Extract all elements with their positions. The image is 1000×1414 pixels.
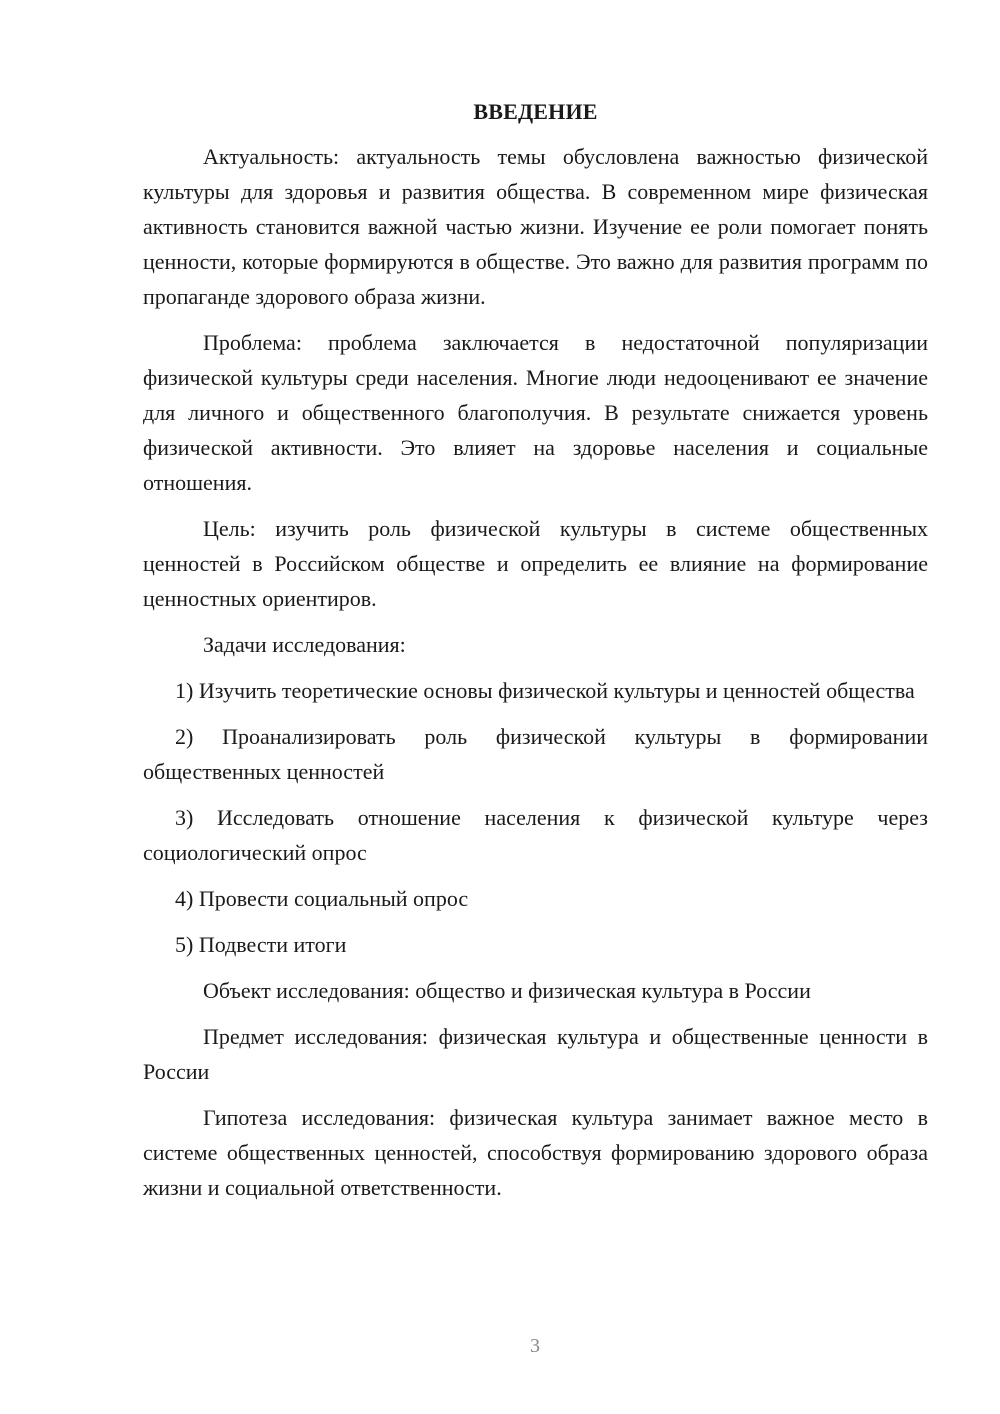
page-number: 3	[530, 1335, 540, 1357]
tasks-title: Задачи исследования:	[203, 632, 406, 657]
object-paragraph: Объект исследования: общество и физическая культура в России	[203, 978, 811, 1003]
page-title: ВВЕДЕНИЕ	[473, 99, 598, 124]
task-item-2: 2) Проанализировать роль физической культуры в формировании общественных ценностей	[143, 724, 928, 784]
task-item-1: 1) Изучить теоретические основы физической культуры и ценностей общества	[175, 678, 915, 703]
goal-paragraph: Цель: изучить роль физической культуры в системе общественных ценностей в Российском обществе и определить ее влияние на формирование ценностных ориентиров.	[143, 516, 928, 611]
subject-paragraph: Предмет исследования: физическая культура и общественные ценности в России	[143, 1024, 928, 1084]
task-item-5: 5) Подвести итоги	[175, 932, 347, 957]
page-content	[143, 94, 928, 1216]
relevance-paragraph: Актуальность: актуальность темы обусловлена важностью физической культуры для здоровья и развития общества. В современном мире физическая активность становится важной частью жизни. Изучение ее роли помогает понять ценности, которые формируются в обществе. Это важно для развития программ по пропаганде здорового образа жизни.	[143, 144, 928, 309]
task-item-3: 3) Исследовать отношение населения к физической культуре через социологический опрос	[143, 805, 928, 865]
task-item-4: 4) Провести социальный опрос	[175, 886, 469, 911]
problem-paragraph: Проблема: проблема заключается в недостаточной популяризации физической культуры среди населения. Многие люди недооценивают ее значение для личного и общественного благополучия. В результате снижается уровень физической активности. Это влияет на здоровье населения и социальные отношения.	[143, 330, 928, 495]
hypothesis-paragraph: Гипотеза исследования: физическая культура занимает важное место в системе общественных ценностей, способствуя формированию здорового образа жизни и социальной ответственности.	[143, 1105, 928, 1200]
